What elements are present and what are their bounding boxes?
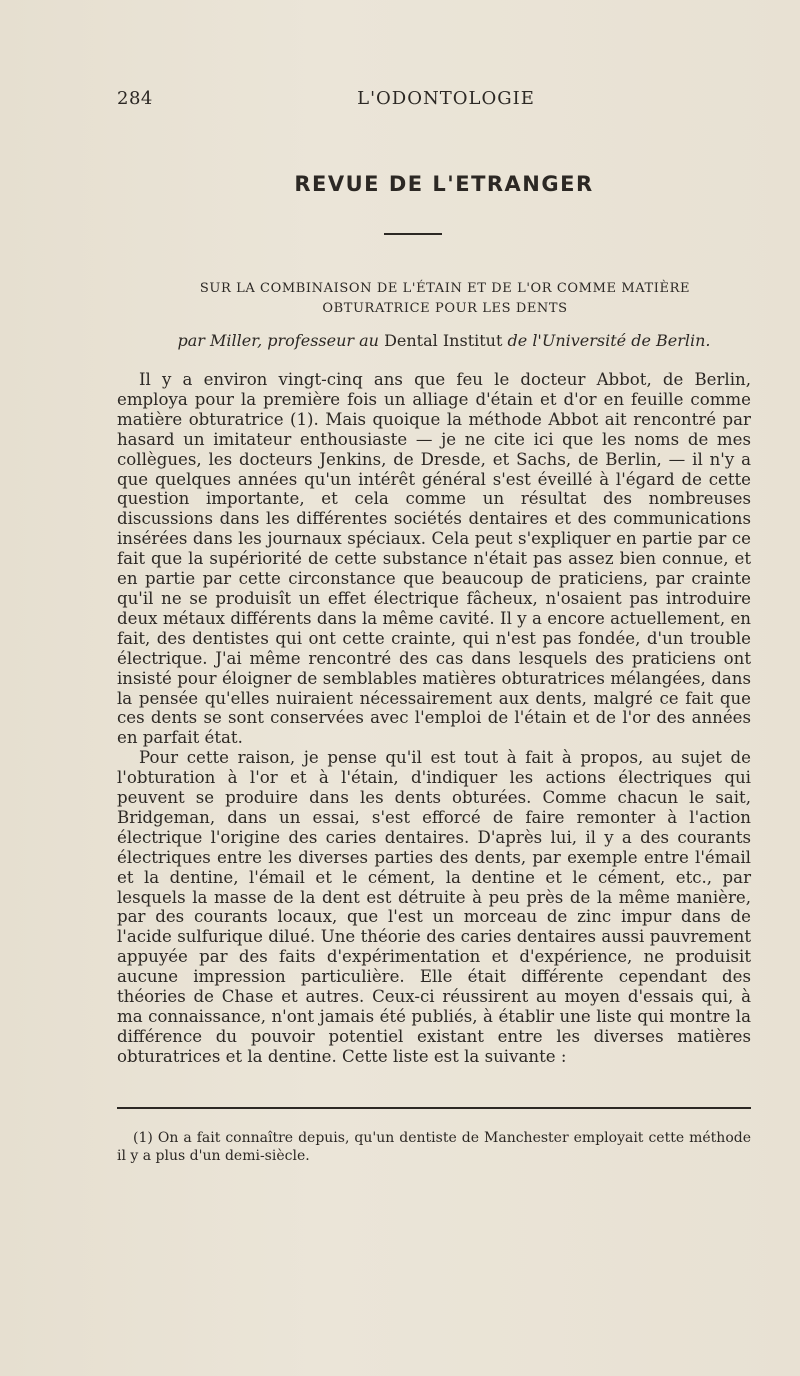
body-paragraph-1: Il y a environ vingt-cinq ans que feu le docteur Abbot, de Berlin, employa pour la première fois un alliage d'étain et d'or en feuille comme matière obturatrice (1). Mais quoique la méthode Abbot ait rencontré par hasard un imitateur enthousiaste — je ne cite ici que les noms de mes collègues, les docteurs Jenkins, de Dresde, et Sachs, de Berlin, — il n'y a que quelques années qu'un intérêt général s'est éveillé à l'égard de cette question importante, et cela comme un résultat des nombreuses discussions dans les différentes sociétés dentaires et des communications insérées dans les journaux spéciaux. Cela peut s'expliquer en partie par ce fait que la supériorité de cette substance n'était pas assez bien connue, et en partie par cette circonstance que beaucoup de praticiens, par crainte qu'il ne se produisît un effet électrique fâcheux, n'osaient pas introduire deux métaux différents dans la même cavité. Il y a encore actuellement, en fait, des dentistes qui ont cette crainte, qui n'est pas fondée, d'un trouble électrique. J'ai même rencontré des cas dans lesquels des praticiens ont insisté pour éloigner de semblables matières obturatrices mélangées, dans la pensée qu'elles nuiraient nécessairement aux dents, malgré ce fait que ces dents se sont conservées avec l'emploi de l'étain et de l'or des années en parfait état. — [117, 370, 751, 748]
byline-institution: Dental Institut — [384, 331, 503, 350]
journal-name: L'ODONTOLOGIE — [357, 88, 535, 109]
running-head — [117, 88, 751, 112]
article-title-line-1: SUR LA COMBINAISON DE L'ÉTAIN ET DE L'OR COMME MATIÈRE — [199, 281, 691, 296]
article-body — [117, 370, 751, 1067]
footnote-text: (1) On a fait connaître depuis, qu'un dentiste de Manchester employait cette méthode il y a plus d'un demi-siècle. — [117, 1130, 751, 1164]
article-title-line-2: OBTURATRICE POUR LES DENTS — [322, 301, 568, 316]
footnote-rule — [117, 1107, 751, 1109]
page-number: 284 — [117, 88, 153, 109]
byline-university: l'Université de Berlin. — [532, 331, 711, 350]
byline-par: par — [177, 331, 205, 350]
title-rule — [384, 233, 442, 235]
body-paragraph-2: Pour cette raison, je pense qu'il est tout à fait à propos, au sujet de l'obturation à l'or et à l'étain, d'indiquer les actions électriques qui peuvent se produire dans les dents obturées. Comme chacun le sait, Bridgeman, dans un essai, s'est efforcé de faire remonter à l'action électrique l'origine des caries dentaires. D'après lui, il y a des courants électriques entre les diverses parties des dents, par exemple entre l'émail et la dentine, l'émail et le cément, la dentine et le cément, etc., par lesquels la masse de la dent est détruite à peu près de la même manière, par des courants locaux, que l'est un morceau de zinc impur dans de l'acide sulfurique dilué. Une théorie des caries dentaires aussi pauvrement appuyée par des faits d'expérimentation et d'expérience, ne produisit aucune impression particulière. Elle était différente cependant des théories de Chase et autres. Ceux-ci réussirent au moyen d'essais qui, à ma connaissance, n'ont jamais été publiés, à établir une liste qui montre la différence du pouvoir potentiel existant entre les diverses matières obturatrices et la dentine. Cette liste est la suivante : — [117, 748, 751, 1066]
byline-de: de — [507, 331, 528, 350]
byline-author: Miller, professeur — [210, 331, 355, 350]
byline — [117, 331, 751, 350]
footnote — [117, 1129, 751, 1165]
section-title: REVUE DE L'ETRANGER — [294, 172, 594, 196]
byline-au: au — [359, 331, 379, 350]
article-title — [117, 279, 751, 319]
